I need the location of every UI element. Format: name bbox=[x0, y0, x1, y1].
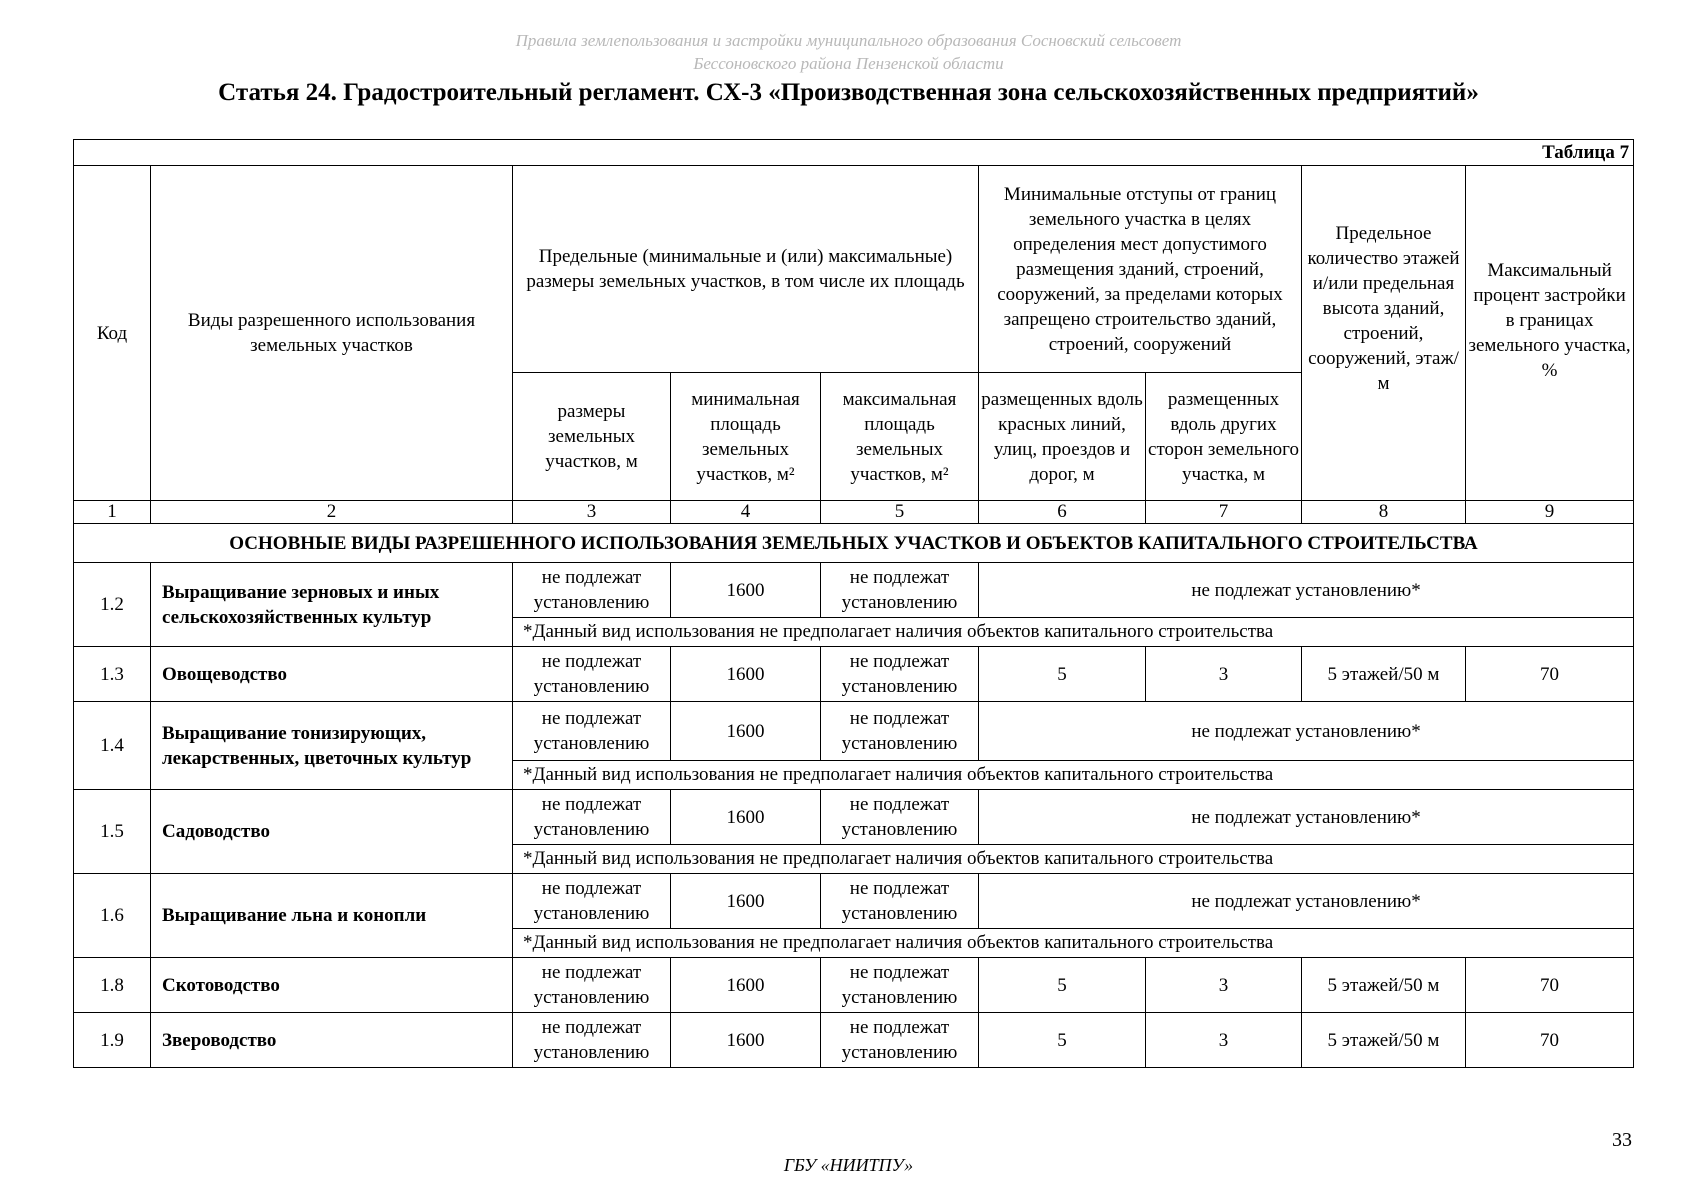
row-use-name: Овощеводство bbox=[151, 647, 513, 702]
header-code: Код bbox=[74, 166, 151, 501]
table-row bbox=[74, 563, 1634, 618]
row-setback-other-sides: 3 bbox=[1146, 1013, 1302, 1068]
row-code: 1.2 bbox=[74, 563, 151, 647]
row-not-established: не подлежат установлению* bbox=[979, 874, 1634, 929]
row-not-established: не подлежат установлению* bbox=[979, 702, 1634, 761]
header-row-1 bbox=[74, 166, 1634, 373]
row-min-area: 1600 bbox=[671, 874, 821, 929]
row-min-area: 1600 bbox=[671, 702, 821, 761]
row-code: 1.6 bbox=[74, 874, 151, 958]
column-number: 4 bbox=[671, 501, 821, 524]
row-min-area: 1600 bbox=[671, 1013, 821, 1068]
header-floors: Предельное количество этажей и/или предельная высота зданий, строений, сооружений, этаж/м bbox=[1302, 166, 1466, 501]
row-plot-size: не подлежат установлению bbox=[513, 790, 671, 845]
row-use-name: Садоводство bbox=[151, 790, 513, 874]
table-row bbox=[74, 790, 1634, 845]
row-plot-size: не подлежат установлению bbox=[513, 563, 671, 618]
row-use-name: Скотоводство bbox=[151, 958, 513, 1013]
row-note: *Данный вид использования не предполагает наличия объектов капитального строительства bbox=[513, 618, 1634, 647]
row-use-name: Звероводство bbox=[151, 1013, 513, 1068]
row-code: 1.8 bbox=[74, 958, 151, 1013]
row-max-percent: 70 bbox=[1466, 647, 1634, 702]
row-plot-size: не подлежат установлению bbox=[513, 958, 671, 1013]
header-max-area: максимальная площадь земельных участков, м² bbox=[821, 373, 979, 501]
header-plot-size: размеры земельных участков, м bbox=[513, 373, 671, 501]
column-number: 9 bbox=[1466, 501, 1634, 524]
row-note: *Данный вид использования не предполагает наличия объектов капитального строительства bbox=[513, 761, 1634, 790]
header-setbacks-group: Минимальные отступы от границ земельного участка в целях определения мест допустимого размещения зданий, строений, сооружений, за пределами которых запрещено строительство зданий, строений, сооружений bbox=[979, 166, 1302, 373]
table-row bbox=[74, 1013, 1634, 1068]
row-note: *Данный вид использования не предполагает наличия объектов капитального строительства bbox=[513, 845, 1634, 874]
row-plot-size: не подлежат установлению bbox=[513, 874, 671, 929]
row-floors: 5 этажей/50 м bbox=[1302, 1013, 1466, 1068]
row-min-area: 1600 bbox=[671, 958, 821, 1013]
column-number: 1 bbox=[74, 501, 151, 524]
row-not-established: не подлежат установлению* bbox=[979, 790, 1634, 845]
column-numbers-row bbox=[74, 501, 1634, 524]
column-number: 5 bbox=[821, 501, 979, 524]
row-plot-size: не подлежат установлению bbox=[513, 702, 671, 761]
row-floors: 5 этажей/50 м bbox=[1302, 958, 1466, 1013]
article-title: Статья 24. Градостроительный регламент. СХ-3 «Производственная зона сельскохозяйственных предприятий» bbox=[218, 79, 1479, 106]
row-not-established: не подлежат установлению* bbox=[979, 563, 1634, 618]
row-floors: 5 этажей/50 м bbox=[1302, 647, 1466, 702]
row-max-area: не подлежат установлению bbox=[821, 702, 979, 761]
row-code: 1.3 bbox=[74, 647, 151, 702]
header-red-lines: размещенных вдоль красных линий, улиц, проездов и дорог, м bbox=[979, 373, 1146, 501]
row-use-name: Выращивание тонизирующих, лекарственных, цветочных культур bbox=[151, 702, 513, 790]
row-max-area: не подлежат установлению bbox=[821, 958, 979, 1013]
row-note: *Данный вид использования не предполагает наличия объектов капитального строительства bbox=[513, 929, 1634, 958]
row-min-area: 1600 bbox=[671, 647, 821, 702]
row-setback-other-sides: 3 bbox=[1146, 647, 1302, 702]
table-row bbox=[74, 702, 1634, 761]
column-number: 7 bbox=[1146, 501, 1302, 524]
row-setback-red-lines: 5 bbox=[979, 647, 1146, 702]
column-number: 6 bbox=[979, 501, 1146, 524]
table-caption-row bbox=[74, 140, 1634, 166]
column-number: 3 bbox=[513, 501, 671, 524]
page-number: 33 bbox=[1612, 1129, 1632, 1151]
row-code: 1.5 bbox=[74, 790, 151, 874]
row-min-area: 1600 bbox=[671, 790, 821, 845]
table-row bbox=[74, 647, 1634, 702]
column-number: 8 bbox=[1302, 501, 1466, 524]
header-other-sides: размещенных вдоль других сторон земельного участка, м bbox=[1146, 373, 1302, 501]
running-header-line-1: Правила землепользования и застройки муниципального образования Сосновский сельсовет bbox=[515, 31, 1182, 50]
row-setback-red-lines: 5 bbox=[979, 1013, 1146, 1068]
row-setback-other-sides: 3 bbox=[1146, 958, 1302, 1013]
header-use-types: Виды разрешенного использования земельных участков bbox=[151, 166, 513, 501]
header-max-percent: Максимальный процент застройки в границах земельного участка, % bbox=[1466, 166, 1634, 501]
header-min-area: минимальная площадь земельных участков, м² bbox=[671, 373, 821, 501]
section-row bbox=[74, 524, 1634, 563]
running-header-line-2: Бессоновского района Пензенской области bbox=[693, 54, 1004, 73]
row-max-percent: 70 bbox=[1466, 1013, 1634, 1068]
row-use-name: Выращивание зерновых и иных сельскохозяйственных культур bbox=[151, 563, 513, 647]
row-max-area: не подлежат установлению bbox=[821, 874, 979, 929]
column-number: 2 bbox=[151, 501, 513, 524]
row-code: 1.9 bbox=[74, 1013, 151, 1068]
table-row bbox=[74, 958, 1634, 1013]
row-max-area: не подлежат установлению bbox=[821, 647, 979, 702]
row-use-name: Выращивание льна и конопли bbox=[151, 874, 513, 958]
row-max-percent: 70 bbox=[1466, 958, 1634, 1013]
row-plot-size: не подлежат установлению bbox=[513, 647, 671, 702]
regulation-table bbox=[73, 139, 1634, 1068]
section-heading: ОСНОВНЫЕ ВИДЫ РАЗРЕШЕННОГО ИСПОЛЬЗОВАНИЯ ЗЕМЕЛЬНЫХ УЧАСТКОВ И ОБЪЕКТОВ КАПИТАЛЬНОГО СТРОИТЕЛЬСТВА bbox=[74, 524, 1634, 563]
row-plot-size: не подлежат установлению bbox=[513, 1013, 671, 1068]
header-plot-sizes-group: Предельные (минимальные и (или) максимальные) размеры земельных участков, в том числе их площадь bbox=[513, 166, 979, 373]
row-max-area: не подлежат установлению bbox=[821, 1013, 979, 1068]
row-min-area: 1600 bbox=[671, 563, 821, 618]
footer-organization: ГБУ «НИИТПУ» bbox=[783, 1155, 914, 1175]
row-code: 1.4 bbox=[74, 702, 151, 790]
row-setback-red-lines: 5 bbox=[979, 958, 1146, 1013]
row-max-area: не подлежат установлению bbox=[821, 790, 979, 845]
table-row bbox=[74, 874, 1634, 929]
row-max-area: не подлежат установлению bbox=[821, 563, 979, 618]
table-caption: Таблица 7 bbox=[74, 140, 1634, 166]
